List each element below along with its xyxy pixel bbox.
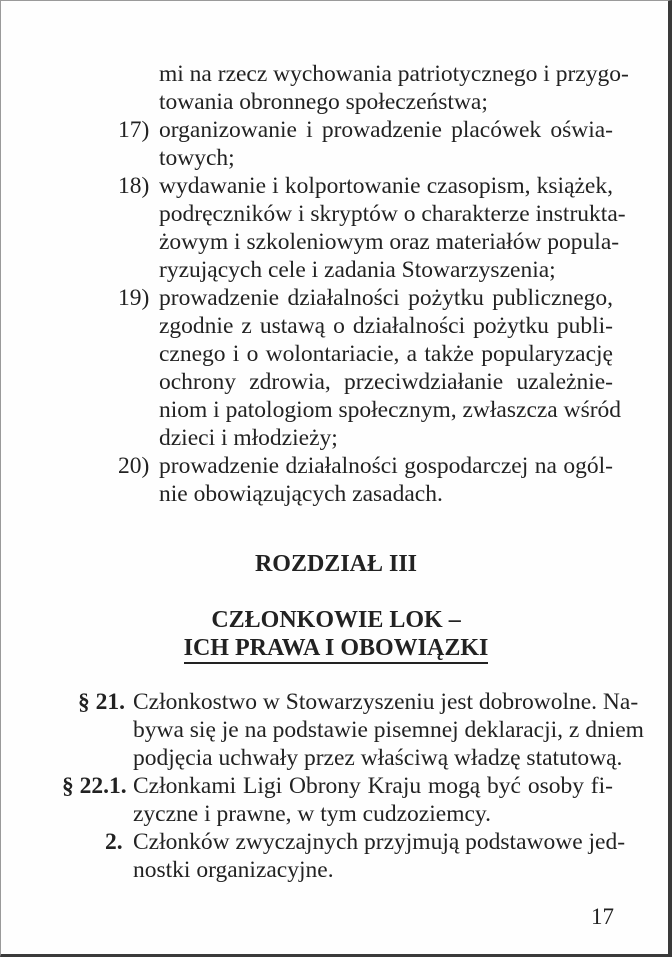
- list-item-line: wydawanie i kolportowanie czasopism, książek,: [159, 173, 613, 199]
- paragraph-label: § 22.1.: [62, 773, 127, 799]
- list-item-line: podręczników i skryptów o charakterze instrukta-: [159, 201, 626, 227]
- list-item-number: 19): [118, 285, 150, 311]
- paragraph-line: bywa się je na podstawie pisemnej deklaracji, z dniem: [133, 717, 644, 743]
- paragraph-line: zyczne i prawne, w tym cudzoziemcy.: [133, 801, 491, 827]
- paragraph-line: Członkostwo w Stowarzyszeniu jest dobrowolne. Na-: [133, 689, 639, 715]
- list-item-line: żowym i szkoleniowym oraz materiałów popula-: [159, 229, 620, 255]
- paragraph-line: nostki organizacyjne.: [133, 857, 334, 883]
- paragraph-line: Członkami Ligi Obrony Kraju mogą być osoby fi-: [133, 773, 613, 799]
- list-item-line: ochrony zdrowia, przeciwdziałanie uzależnie-: [159, 369, 613, 395]
- page-number: 17: [591, 904, 614, 929]
- chapter-title-line1: CZŁONKOWIE LOK –: [211, 607, 461, 633]
- chapter-number-heading: ROZDZIAŁ III: [254, 551, 418, 577]
- list-item-number: 18): [118, 173, 150, 199]
- list-item-line: niom i patologiom społecznym, zwłaszcza wśród: [159, 397, 622, 423]
- list-item-line: towych;: [159, 145, 235, 171]
- chapter-title-line2: ICH PRAWA I OBOWIĄZKI: [184, 634, 489, 664]
- list-continuation-line: towania obronnego społeczeństwa;: [159, 89, 488, 115]
- list-item-line: cznego i o wolontariacie, a także popularyzację: [159, 341, 613, 367]
- list-item-line: prowadzenie działalności pożytku publicznego,: [159, 285, 613, 311]
- list-continuation-line: mi na rzecz wychowania patriotycznego i przygo-: [159, 61, 629, 87]
- list-item-line: dzieci i młodzieży;: [159, 425, 338, 451]
- list-item-line: nie obowiązujących zasadach.: [159, 481, 443, 507]
- paragraph-label: 2.: [105, 829, 123, 855]
- list-item-number: 20): [118, 453, 150, 479]
- paragraph-line: Członków zwyczajnych przyjmują podstawowe jed-: [133, 829, 626, 855]
- list-item-line: zgodnie z ustawą o działalności pożytku publi-: [159, 313, 613, 339]
- list-item-number: 17): [118, 117, 150, 143]
- list-item-line: prowadzenie działalności gospodarczej na ogól-: [159, 453, 613, 479]
- paragraph-line: podjęcia uchwały przez właściwą władzę statutową.: [133, 745, 623, 771]
- paragraph-label: § 21.: [78, 689, 125, 715]
- list-item-line: ryzujących cele i zadania Stowarzyszenia;: [159, 257, 556, 283]
- chapter-title-line2-wrapper: [0, 633, 672, 664]
- list-item-line: organizowanie i prowadzenie placówek oświa-: [159, 117, 613, 143]
